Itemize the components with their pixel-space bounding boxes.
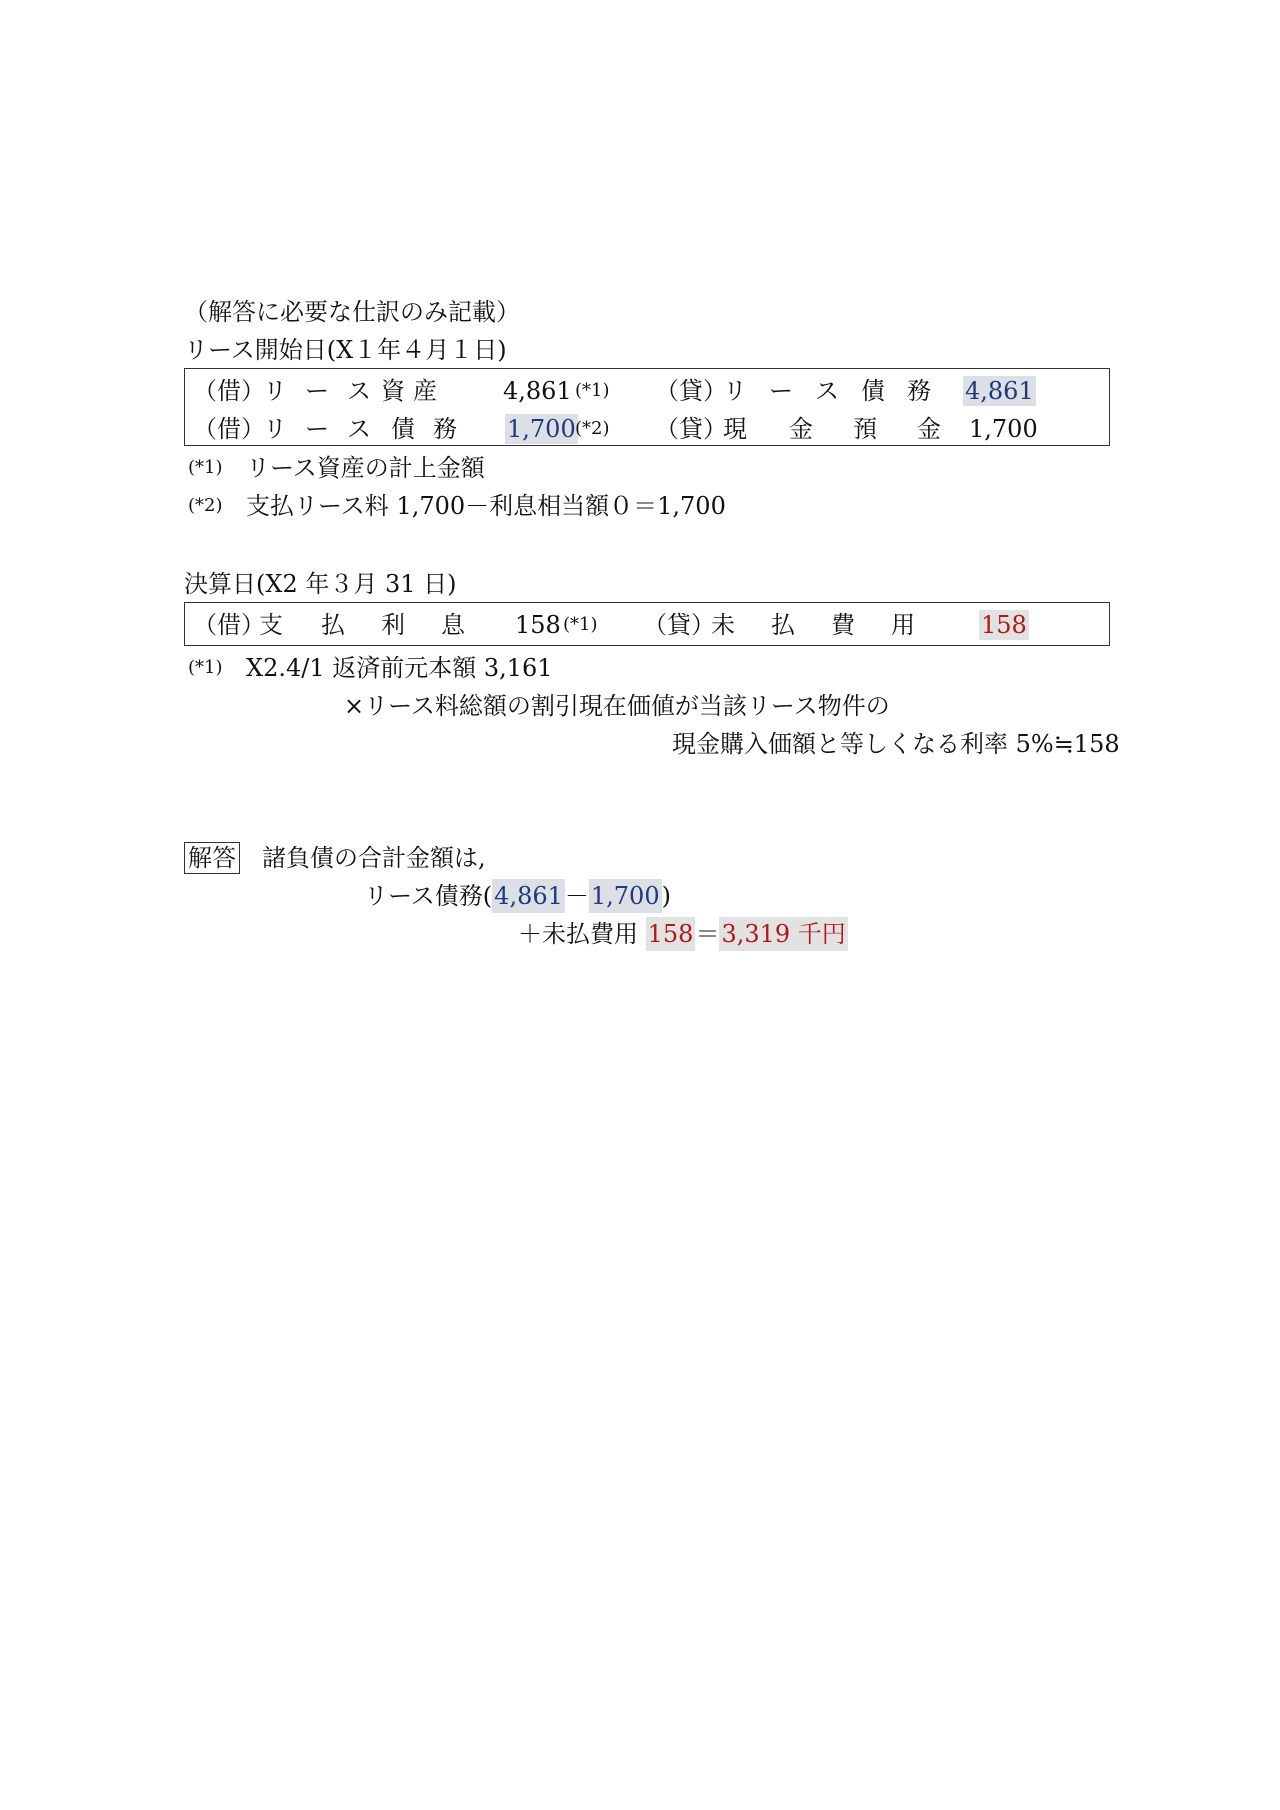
answer-line1-suffix: ) xyxy=(661,882,671,910)
row1-credit-amount: 4,861 xyxy=(965,377,1034,405)
row2-credit-account-c3: 金 xyxy=(917,415,941,443)
answer-line1-prefix: リース債務( xyxy=(364,882,493,910)
answer-line2 xyxy=(518,922,848,946)
s2-credit-account-c0: 未 xyxy=(711,611,735,639)
s2-debit-account-c3: 息 xyxy=(441,611,465,639)
section2-journal-box xyxy=(184,602,1110,646)
answer-line1-b: 1,700 xyxy=(589,879,662,913)
row2-credit-account-c1: 金 xyxy=(789,415,813,443)
row1-credit-account-c3: 債 xyxy=(861,377,885,405)
s2-debit-amount: 158 xyxy=(515,611,561,639)
row1-debit-account-c3: 資 xyxy=(381,377,405,405)
s2-footnote-line1: X2.4/1 返済前元本額 3,161 xyxy=(246,654,553,682)
row2-credit-label: （貸） xyxy=(655,415,727,443)
row1-credit-label: （貸） xyxy=(655,377,727,405)
row2-debit-account-c1: ー xyxy=(305,415,329,443)
s2-debit-account-c0: 支 xyxy=(259,611,283,639)
s2-debit-ref: (*1) xyxy=(563,614,598,635)
footnote2-ref: (*2) xyxy=(188,495,223,516)
row2-debit-ref: (*2) xyxy=(575,418,610,439)
footnote1-ref: (*1) xyxy=(188,457,223,478)
row1-credit-account-c1: ー xyxy=(769,377,793,405)
s2-credit-account-c1: 払 xyxy=(771,611,795,639)
answer-line2-prefix: ＋未払費用 xyxy=(518,920,646,948)
row2-debit-account-c3: 債 xyxy=(391,415,415,443)
s2-footnote-line3: 現金購入価額と等しくなる利率 5%≒158 xyxy=(672,730,1120,758)
s2-footnote-ref: (*1) xyxy=(188,657,223,678)
answer-label: 解答 xyxy=(184,842,240,874)
s2-debit-account-c2: 利 xyxy=(381,611,405,639)
answer-line1-a: 4,861 xyxy=(492,879,565,913)
s2-debit-account-c1: 払 xyxy=(321,611,345,639)
row2-debit-account-c2: ス xyxy=(347,415,371,443)
row1-debit-ref: (*1) xyxy=(575,380,610,401)
row2-debit-account-c4: 務 xyxy=(433,415,457,443)
s2-credit-account-c2: 費 xyxy=(831,611,855,639)
row2-credit-account-c0: 現 xyxy=(723,415,747,443)
row2-credit-account-c2: 預 xyxy=(853,415,877,443)
answer-line2-result: 3,319 千円 xyxy=(719,917,847,951)
row1-debit-account-c1: ー xyxy=(305,377,329,405)
row1-credit-account-c0: リ xyxy=(723,377,747,405)
s2-credit-label: （貸） xyxy=(643,611,715,639)
row1-credit-account-c2: ス xyxy=(815,377,839,405)
section2-title: 決算日(X2 年３月 31 日) xyxy=(184,570,457,598)
answer-line1-minus: － xyxy=(564,882,589,910)
section1-title: リース開始日(X１年４月１日) xyxy=(184,336,507,364)
s2-credit-amount: 158 xyxy=(981,611,1027,639)
answer-intro: 諸負債の合計金額は, xyxy=(262,844,486,872)
row1-debit-account-c4: 産 xyxy=(413,377,437,405)
answer-line1 xyxy=(364,884,671,908)
row1-debit-account-c2: ス xyxy=(347,377,371,405)
row1-credit-account-c4: 務 xyxy=(907,377,931,405)
row1-debit-label: （借） xyxy=(193,377,265,405)
row1-debit-amount: 4,861 xyxy=(503,377,572,405)
note-text: （解答に必要な仕訳のみ記載） xyxy=(184,298,520,326)
section1-journal-box xyxy=(184,368,1110,446)
row2-debit-amount: 1,700 xyxy=(507,415,576,443)
row2-credit-amount: 1,700 xyxy=(969,415,1038,443)
s2-footnote-line2: ×リース料総額の割引現在価値が当該リース物件の xyxy=(344,692,890,720)
row1-debit-account-c0: リ xyxy=(263,377,287,405)
s2-debit-label: （借） xyxy=(193,611,265,639)
row2-debit-account-c0: リ xyxy=(263,415,287,443)
answer-line2-eq: ＝ xyxy=(695,920,720,948)
s2-credit-account-c3: 用 xyxy=(891,611,915,639)
footnote1-text: リース資産の計上金額 xyxy=(246,454,485,482)
answer-line2-a: 158 xyxy=(646,917,696,951)
footnote2-text: 支払リース料 1,700－利息相当額０＝1,700 xyxy=(246,492,726,520)
row2-debit-label: （借） xyxy=(193,415,265,443)
